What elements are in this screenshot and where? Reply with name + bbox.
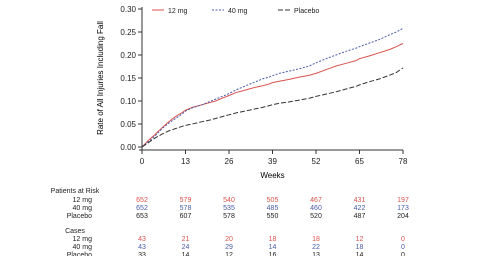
legend-label: 40 mg xyxy=(228,8,248,15)
risk-table-cell: 520 xyxy=(310,213,322,220)
cases-table-cell: 43 xyxy=(138,236,146,243)
cases-table-cell: 16 xyxy=(268,252,277,256)
legend-label: Placebo xyxy=(294,8,320,15)
risk-table-cell: 204 xyxy=(397,213,409,220)
x-tick-label: 13 xyxy=(181,157,190,166)
y-tick-label: 0.30 xyxy=(120,5,136,14)
cases-table-cell: 18 xyxy=(312,236,320,243)
y-tick-label: 0.20 xyxy=(120,51,136,60)
cases-table-cell: 0 xyxy=(401,252,405,256)
risk-table-cell: 431 xyxy=(353,197,366,204)
risk-table-cell: 535 xyxy=(223,205,235,212)
cases-table-row-label: 40 mg xyxy=(72,244,92,251)
cases-table-cell: 29 xyxy=(225,244,233,251)
risk-table-cell: 540 xyxy=(223,197,235,204)
cases-table-row-label: 12 mg xyxy=(72,236,92,243)
x-tick-label: 52 xyxy=(311,157,321,166)
legend-label: 12 mg xyxy=(168,8,188,15)
risk-table-cell: 652 xyxy=(136,205,148,212)
x-axis-title: Weeks xyxy=(260,171,285,180)
risk-table-cell: 173 xyxy=(397,205,409,212)
plot-area xyxy=(96,5,408,180)
y-tick-label: 0.00 xyxy=(120,143,136,152)
risk-table-cell: 550 xyxy=(266,213,279,220)
cases-table-cell: 21 xyxy=(181,236,190,243)
cases-table-cell: 20 xyxy=(225,236,233,243)
risk-table-title: Patients at Risk xyxy=(50,188,100,195)
cases-table-cell: 22 xyxy=(312,244,320,251)
cases-table-cell: 43 xyxy=(138,244,146,251)
risk-table-cell: 607 xyxy=(179,213,192,220)
cases-table-cell: 24 xyxy=(181,244,190,251)
risk-table-row-label: 40 mg xyxy=(72,205,92,212)
y-tick-label: 0.05 xyxy=(120,120,136,129)
risk-table-cell: 460 xyxy=(310,205,322,212)
legend xyxy=(152,8,319,15)
risk-table-cell: 487 xyxy=(353,213,366,220)
risk-table-cell: 653 xyxy=(136,213,148,220)
cases-table-cell: 18 xyxy=(268,236,277,243)
cases-table-cell: 18 xyxy=(355,244,364,251)
x-tick-label: 26 xyxy=(224,157,234,166)
risk-table-cell: 197 xyxy=(397,197,409,204)
risk-table-cell: 578 xyxy=(223,213,235,220)
cases-table-cell: 0 xyxy=(401,236,405,243)
cases-table-cell: 14 xyxy=(268,244,277,251)
risk-table-row-label: Placebo xyxy=(66,213,92,220)
cases-table-cell: 33 xyxy=(138,252,146,256)
risk-table-cell: 467 xyxy=(310,197,322,204)
risk-table-cell: 579 xyxy=(179,197,192,204)
tables xyxy=(51,188,409,256)
risk-table-cell: 505 xyxy=(266,197,279,204)
x-tick-label: 0 xyxy=(139,157,145,166)
risk-table-row-label: 12 mg xyxy=(72,197,92,204)
risk-table-cell: 578 xyxy=(179,205,192,212)
y-tick-label: 0.10 xyxy=(120,97,136,106)
risk-table-cell: 422 xyxy=(353,205,366,212)
cases-table-cell: 12 xyxy=(225,252,233,256)
x-tick-label: 65 xyxy=(355,157,364,166)
x-tick-label: 78 xyxy=(398,157,408,166)
cases-table-title: Cases xyxy=(65,228,85,235)
series-line-40-mg xyxy=(142,28,403,147)
series-line-12-mg xyxy=(142,44,403,148)
risk-table-cell: 485 xyxy=(266,205,279,212)
y-tick-label: 0.15 xyxy=(120,74,136,83)
cases-table-cell: 13 xyxy=(312,252,320,256)
cases-table-cell: 12 xyxy=(355,236,364,243)
cases-table-row-label: Placebo xyxy=(66,252,92,256)
cases-table-cell: 0 xyxy=(401,244,405,251)
x-tick-label: 39 xyxy=(268,157,277,166)
risk-table-cell: 652 xyxy=(136,197,148,204)
y-axis-title: Rate of All Injuries Including Fall xyxy=(96,21,105,135)
series-line-placebo xyxy=(142,68,403,147)
cases-table-cell: 14 xyxy=(181,252,190,256)
y-tick-label: 0.25 xyxy=(120,28,136,37)
cases-table-cell: 14 xyxy=(355,252,364,256)
